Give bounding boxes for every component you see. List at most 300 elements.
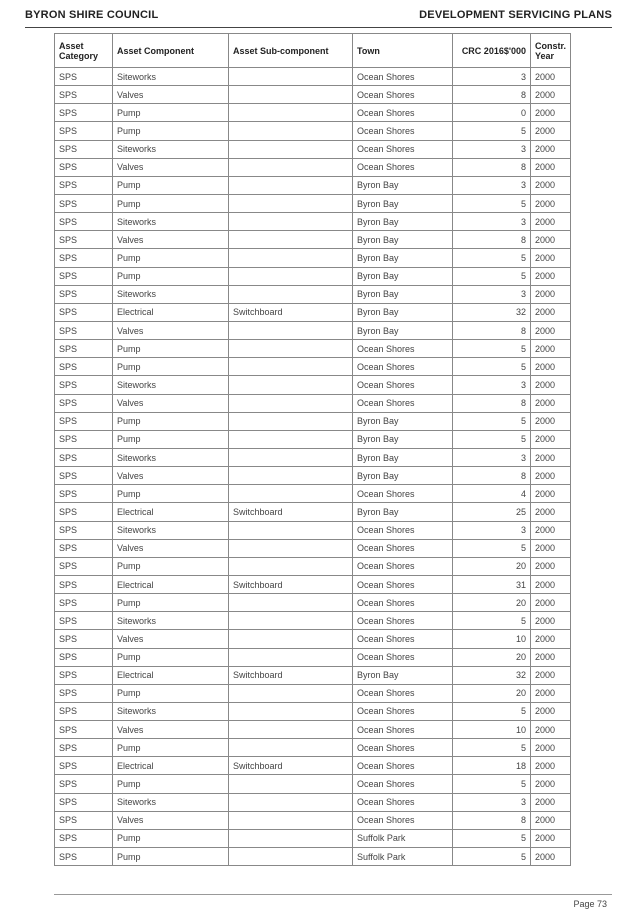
table-row (55, 448, 571, 466)
cell-town: Ocean Shores (353, 648, 453, 666)
cell-asset-sub-component (229, 612, 353, 630)
cell-town: Byron Bay (353, 448, 453, 466)
col-header-crc: CRC 2016$'000 (453, 34, 531, 68)
cell-crc: 3 (453, 213, 531, 231)
cell-constr-year: 2000 (531, 68, 571, 86)
cell-asset-component: Pump (113, 249, 229, 267)
cell-asset-component: Pump (113, 485, 229, 503)
cell-constr-year: 2000 (531, 194, 571, 212)
table-row (55, 358, 571, 376)
cell-asset-sub-component (229, 86, 353, 104)
table-row (55, 775, 571, 793)
cell-town: Suffolk Park (353, 829, 453, 847)
cell-constr-year: 2000 (531, 557, 571, 575)
cell-constr-year: 2000 (531, 394, 571, 412)
cell-asset-sub-component (229, 721, 353, 739)
cell-town: Ocean Shores (353, 775, 453, 793)
cell-crc: 5 (453, 775, 531, 793)
cell-crc: 5 (453, 430, 531, 448)
cell-town: Byron Bay (353, 303, 453, 321)
cell-asset-sub-component (229, 775, 353, 793)
cell-constr-year: 2000 (531, 140, 571, 158)
cell-asset-category: SPS (55, 648, 113, 666)
table-row (55, 194, 571, 212)
cell-constr-year: 2000 (531, 321, 571, 339)
cell-town: Byron Bay (353, 194, 453, 212)
table-row (55, 666, 571, 684)
cell-town: Byron Bay (353, 430, 453, 448)
cell-constr-year: 2000 (531, 267, 571, 285)
cell-asset-sub-component (229, 104, 353, 122)
table-row (55, 249, 571, 267)
cell-crc: 3 (453, 140, 531, 158)
cell-constr-year: 2000 (531, 521, 571, 539)
cell-asset-component: Pump (113, 739, 229, 757)
cell-crc: 32 (453, 666, 531, 684)
cell-crc: 18 (453, 757, 531, 775)
cell-asset-component: Siteworks (113, 376, 229, 394)
cell-town: Ocean Shores (353, 594, 453, 612)
cell-asset-component: Pump (113, 848, 229, 866)
cell-constr-year: 2000 (531, 213, 571, 231)
cell-crc: 5 (453, 412, 531, 430)
cell-asset-component: Valves (113, 811, 229, 829)
page-header (25, 9, 612, 23)
cell-asset-component: Siteworks (113, 140, 229, 158)
cell-crc: 10 (453, 721, 531, 739)
cell-town: Ocean Shores (353, 376, 453, 394)
cell-crc: 5 (453, 122, 531, 140)
cell-constr-year: 2000 (531, 575, 571, 593)
cell-constr-year: 2000 (531, 811, 571, 829)
cell-constr-year: 2000 (531, 721, 571, 739)
cell-asset-sub-component (229, 267, 353, 285)
cell-asset-component: Pump (113, 122, 229, 140)
cell-asset-sub-component: Switchboard (229, 666, 353, 684)
cell-town: Byron Bay (353, 249, 453, 267)
cell-crc: 3 (453, 68, 531, 86)
cell-town: Ocean Shores (353, 521, 453, 539)
table-row (55, 140, 571, 158)
cell-asset-category: SPS (55, 539, 113, 557)
header-divider (25, 27, 612, 28)
cell-asset-category: SPS (55, 848, 113, 866)
cell-asset-component: Siteworks (113, 612, 229, 630)
cell-town: Ocean Shores (353, 612, 453, 630)
table-row (55, 213, 571, 231)
cell-asset-component: Siteworks (113, 213, 229, 231)
table-row (55, 829, 571, 847)
cell-asset-component: Valves (113, 467, 229, 485)
cell-asset-category: SPS (55, 430, 113, 448)
cell-constr-year: 2000 (531, 303, 571, 321)
cell-asset-sub-component (229, 412, 353, 430)
cell-asset-sub-component (229, 321, 353, 339)
cell-town: Byron Bay (353, 321, 453, 339)
cell-asset-category: SPS (55, 503, 113, 521)
table-row (55, 721, 571, 739)
table-row (55, 394, 571, 412)
cell-crc: 20 (453, 648, 531, 666)
footer-divider (54, 894, 612, 895)
cell-asset-sub-component (229, 485, 353, 503)
cell-constr-year: 2000 (531, 666, 571, 684)
cell-crc: 3 (453, 793, 531, 811)
table-row (55, 848, 571, 866)
cell-asset-sub-component (229, 140, 353, 158)
table-row (55, 539, 571, 557)
cell-town: Byron Bay (353, 503, 453, 521)
cell-crc: 20 (453, 684, 531, 702)
cell-constr-year: 2000 (531, 612, 571, 630)
cell-constr-year: 2000 (531, 775, 571, 793)
cell-asset-sub-component (229, 194, 353, 212)
table-row (55, 521, 571, 539)
cell-town: Ocean Shores (353, 122, 453, 140)
cell-asset-category: SPS (55, 321, 113, 339)
cell-town: Byron Bay (353, 666, 453, 684)
cell-crc: 5 (453, 848, 531, 866)
cell-asset-component: Siteworks (113, 285, 229, 303)
cell-town: Byron Bay (353, 176, 453, 194)
cell-crc: 5 (453, 249, 531, 267)
cell-asset-category: SPS (55, 412, 113, 430)
cell-crc: 8 (453, 158, 531, 176)
cell-asset-category: SPS (55, 594, 113, 612)
cell-asset-sub-component (229, 430, 353, 448)
cell-town: Ocean Shores (353, 485, 453, 503)
cell-asset-sub-component: Switchboard (229, 575, 353, 593)
cell-constr-year: 2000 (531, 448, 571, 466)
cell-crc: 5 (453, 829, 531, 847)
cell-constr-year: 2000 (531, 648, 571, 666)
cell-asset-component: Pump (113, 358, 229, 376)
cell-asset-category: SPS (55, 557, 113, 575)
table-row (55, 503, 571, 521)
organisation-name: BYRON SHIRE COUNCIL (25, 9, 159, 21)
table-row (55, 303, 571, 321)
cell-town: Ocean Shores (353, 757, 453, 775)
cell-asset-component: Siteworks (113, 521, 229, 539)
cell-town: Ocean Shores (353, 104, 453, 122)
cell-asset-sub-component (229, 684, 353, 702)
table-row (55, 557, 571, 575)
cell-crc: 3 (453, 376, 531, 394)
cell-constr-year: 2000 (531, 757, 571, 775)
cell-asset-component: Siteworks (113, 793, 229, 811)
cell-asset-component: Valves (113, 721, 229, 739)
cell-crc: 8 (453, 394, 531, 412)
cell-constr-year: 2000 (531, 739, 571, 757)
cell-crc: 5 (453, 739, 531, 757)
cell-asset-sub-component (229, 158, 353, 176)
cell-town: Byron Bay (353, 467, 453, 485)
cell-asset-sub-component (229, 249, 353, 267)
col-header-town: Town (353, 34, 453, 68)
cell-asset-sub-component (229, 376, 353, 394)
cell-town: Ocean Shores (353, 702, 453, 720)
table-row (55, 285, 571, 303)
cell-asset-component: Valves (113, 231, 229, 249)
cell-asset-component: Pump (113, 594, 229, 612)
cell-asset-category: SPS (55, 267, 113, 285)
cell-asset-category: SPS (55, 285, 113, 303)
cell-asset-component: Electrical (113, 503, 229, 521)
cell-crc: 4 (453, 485, 531, 503)
cell-crc: 31 (453, 575, 531, 593)
cell-asset-component: Valves (113, 394, 229, 412)
document-title: DEVELOPMENT SERVICING PLANS (419, 9, 612, 21)
table-row (55, 104, 571, 122)
table-row (55, 412, 571, 430)
table-row (55, 630, 571, 648)
table-header-row (55, 34, 571, 68)
cell-asset-category: SPS (55, 231, 113, 249)
cell-asset-category: SPS (55, 521, 113, 539)
cell-crc: 20 (453, 557, 531, 575)
cell-asset-sub-component (229, 340, 353, 358)
cell-town: Ocean Shores (353, 158, 453, 176)
cell-asset-sub-component (229, 594, 353, 612)
cell-town: Ocean Shores (353, 721, 453, 739)
cell-crc: 8 (453, 321, 531, 339)
cell-asset-component: Valves (113, 630, 229, 648)
cell-asset-component: Electrical (113, 303, 229, 321)
cell-asset-component: Valves (113, 321, 229, 339)
cell-crc: 5 (453, 340, 531, 358)
cell-asset-category: SPS (55, 721, 113, 739)
cell-town: Byron Bay (353, 213, 453, 231)
table-row (55, 467, 571, 485)
table-row (55, 158, 571, 176)
cell-constr-year: 2000 (531, 285, 571, 303)
cell-asset-category: SPS (55, 775, 113, 793)
asset-table (54, 33, 571, 866)
cell-town: Ocean Shores (353, 630, 453, 648)
cell-asset-sub-component (229, 448, 353, 466)
cell-asset-sub-component (229, 829, 353, 847)
cell-constr-year: 2000 (531, 702, 571, 720)
cell-constr-year: 2000 (531, 539, 571, 557)
cell-asset-component: Pump (113, 340, 229, 358)
cell-town: Ocean Shores (353, 793, 453, 811)
table-row (55, 757, 571, 775)
cell-constr-year: 2000 (531, 430, 571, 448)
cell-asset-category: SPS (55, 249, 113, 267)
cell-constr-year: 2000 (531, 412, 571, 430)
cell-asset-category: SPS (55, 612, 113, 630)
cell-asset-category: SPS (55, 86, 113, 104)
cell-town: Ocean Shores (353, 358, 453, 376)
cell-asset-category: SPS (55, 358, 113, 376)
cell-asset-category: SPS (55, 376, 113, 394)
cell-asset-category: SPS (55, 340, 113, 358)
cell-asset-sub-component (229, 213, 353, 231)
cell-town: Ocean Shores (353, 557, 453, 575)
cell-asset-category: SPS (55, 485, 113, 503)
cell-asset-category: SPS (55, 793, 113, 811)
cell-town: Byron Bay (353, 285, 453, 303)
asset-table-body (55, 68, 571, 866)
cell-asset-sub-component (229, 68, 353, 86)
cell-asset-component: Siteworks (113, 68, 229, 86)
cell-asset-category: SPS (55, 666, 113, 684)
cell-asset-category: SPS (55, 757, 113, 775)
cell-constr-year: 2000 (531, 86, 571, 104)
cell-constr-year: 2000 (531, 503, 571, 521)
cell-asset-component: Valves (113, 539, 229, 557)
cell-crc: 8 (453, 811, 531, 829)
cell-asset-category: SPS (55, 213, 113, 231)
cell-crc: 25 (453, 503, 531, 521)
cell-asset-component: Pump (113, 104, 229, 122)
cell-crc: 3 (453, 448, 531, 466)
cell-asset-component: Pump (113, 829, 229, 847)
table-row (55, 176, 571, 194)
table-row (55, 485, 571, 503)
cell-asset-component: Pump (113, 412, 229, 430)
cell-asset-category: SPS (55, 829, 113, 847)
cell-crc: 8 (453, 467, 531, 485)
cell-asset-component: Electrical (113, 666, 229, 684)
cell-town: Suffolk Park (353, 848, 453, 866)
cell-asset-sub-component (229, 557, 353, 575)
cell-constr-year: 2000 (531, 485, 571, 503)
col-header-asset-component: Asset Component (113, 34, 229, 68)
cell-town: Ocean Shores (353, 739, 453, 757)
cell-crc: 32 (453, 303, 531, 321)
cell-asset-category: SPS (55, 739, 113, 757)
cell-town: Ocean Shores (353, 811, 453, 829)
cell-crc: 5 (453, 539, 531, 557)
cell-asset-sub-component (229, 394, 353, 412)
col-header-constr-year: Constr. Year (531, 34, 571, 68)
cell-asset-component: Electrical (113, 757, 229, 775)
cell-town: Ocean Shores (353, 575, 453, 593)
cell-asset-sub-component (229, 467, 353, 485)
cell-constr-year: 2000 (531, 176, 571, 194)
table-row (55, 612, 571, 630)
cell-asset-sub-component (229, 848, 353, 866)
cell-crc: 8 (453, 231, 531, 249)
cell-asset-sub-component (229, 702, 353, 720)
cell-asset-category: SPS (55, 702, 113, 720)
cell-asset-component: Pump (113, 648, 229, 666)
table-row (55, 122, 571, 140)
cell-asset-category: SPS (55, 467, 113, 485)
cell-constr-year: 2000 (531, 594, 571, 612)
table-row (55, 793, 571, 811)
cell-constr-year: 2000 (531, 630, 571, 648)
table-row (55, 811, 571, 829)
cell-constr-year: 2000 (531, 467, 571, 485)
cell-crc: 20 (453, 594, 531, 612)
cell-crc: 3 (453, 521, 531, 539)
cell-town: Ocean Shores (353, 539, 453, 557)
cell-asset-category: SPS (55, 122, 113, 140)
cell-asset-component: Valves (113, 158, 229, 176)
cell-asset-category: SPS (55, 575, 113, 593)
cell-constr-year: 2000 (531, 376, 571, 394)
col-header-asset-category: Asset Category (55, 34, 113, 68)
table-row (55, 86, 571, 104)
cell-constr-year: 2000 (531, 793, 571, 811)
cell-town: Ocean Shores (353, 86, 453, 104)
cell-crc: 0 (453, 104, 531, 122)
cell-asset-category: SPS (55, 394, 113, 412)
cell-crc: 5 (453, 194, 531, 212)
table-row (55, 430, 571, 448)
cell-asset-sub-component (229, 358, 353, 376)
cell-crc: 5 (453, 267, 531, 285)
cell-asset-category: SPS (55, 176, 113, 194)
cell-crc: 5 (453, 612, 531, 630)
cell-asset-category: SPS (55, 811, 113, 829)
cell-asset-sub-component (229, 176, 353, 194)
cell-town: Ocean Shores (353, 340, 453, 358)
cell-crc: 5 (453, 358, 531, 376)
cell-asset-sub-component (229, 739, 353, 757)
table-row (55, 702, 571, 720)
cell-asset-category: SPS (55, 684, 113, 702)
cell-asset-category: SPS (55, 303, 113, 321)
cell-asset-sub-component (229, 521, 353, 539)
cell-constr-year: 2000 (531, 158, 571, 176)
cell-crc: 3 (453, 285, 531, 303)
cell-town: Byron Bay (353, 412, 453, 430)
table-row (55, 648, 571, 666)
cell-constr-year: 2000 (531, 122, 571, 140)
table-row (55, 68, 571, 86)
cell-asset-sub-component: Switchboard (229, 757, 353, 775)
cell-constr-year: 2000 (531, 231, 571, 249)
table-row (55, 376, 571, 394)
cell-town: Byron Bay (353, 231, 453, 249)
cell-crc: 8 (453, 86, 531, 104)
cell-constr-year: 2000 (531, 358, 571, 376)
cell-asset-sub-component: Switchboard (229, 503, 353, 521)
cell-constr-year: 2000 (531, 848, 571, 866)
cell-crc: 3 (453, 176, 531, 194)
cell-asset-component: Pump (113, 194, 229, 212)
cell-asset-component: Electrical (113, 575, 229, 593)
table-row (55, 267, 571, 285)
cell-asset-component: Pump (113, 176, 229, 194)
cell-town: Ocean Shores (353, 394, 453, 412)
table-row (55, 594, 571, 612)
cell-constr-year: 2000 (531, 340, 571, 358)
cell-asset-sub-component: Switchboard (229, 303, 353, 321)
cell-constr-year: 2000 (531, 829, 571, 847)
cell-constr-year: 2000 (531, 684, 571, 702)
cell-asset-component: Pump (113, 775, 229, 793)
cell-asset-sub-component (229, 793, 353, 811)
cell-town: Byron Bay (353, 267, 453, 285)
table-row (55, 231, 571, 249)
table-row (55, 684, 571, 702)
cell-town: Ocean Shores (353, 68, 453, 86)
cell-asset-sub-component (229, 122, 353, 140)
cell-asset-component: Pump (113, 267, 229, 285)
col-header-asset-sub-component: Asset Sub-component (229, 34, 353, 68)
cell-asset-sub-component (229, 648, 353, 666)
table-row (55, 340, 571, 358)
cell-crc: 10 (453, 630, 531, 648)
cell-asset-category: SPS (55, 104, 113, 122)
table-row (55, 575, 571, 593)
cell-asset-category: SPS (55, 194, 113, 212)
cell-asset-category: SPS (55, 630, 113, 648)
